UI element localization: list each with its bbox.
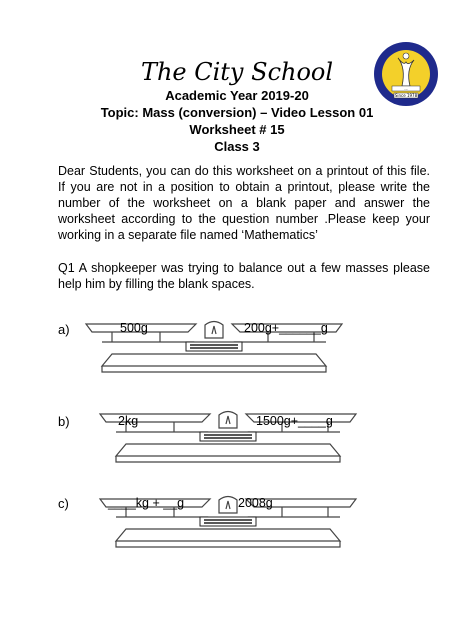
worksheet-number: Worksheet # 15 [189, 122, 285, 137]
logo-motto: ... [404, 87, 408, 91]
item-a-label: a) [58, 322, 70, 337]
pointer-housing [219, 497, 237, 514]
balance-base [116, 444, 340, 456]
item-b-label: b) [58, 414, 70, 429]
intro-paragraph: Dear Students, you can do this worksheet on a printout of this file. If you are not in a position to obtain a printout, please write the number of the worksheet on a blank paper and answer the worksheet according to the question number .Please keep your working in a separate file named ‘Mathematics’ [58, 164, 430, 242]
pointer-housing [219, 412, 237, 429]
item-c-label: c) [58, 496, 69, 511]
logo-flame-icon [403, 53, 409, 59]
item-b-left-mass: 2kg [118, 414, 139, 428]
academic-year: Academic Year 2019-20 [165, 88, 309, 103]
item-c-right-mass: 2008g [238, 496, 273, 510]
school-logo [372, 40, 440, 108]
item-a-left-mass: 500g [120, 321, 148, 335]
question-text: Q1 A shopkeeper was trying to balance out a few masses please help him by filling the blank spaces. [58, 261, 430, 291]
class-label: Class 3 [214, 139, 260, 154]
item-c-left-mass: ____kg + __g [108, 496, 185, 510]
left-pan [100, 414, 210, 422]
logo-since: Since 1978 [394, 93, 418, 98]
pointer-housing [205, 322, 223, 339]
topic: Topic: Mass (conversion) – Video Lesson 01 [100, 105, 374, 120]
item-b-right-mass: 1500g+____g [256, 414, 333, 428]
item-a-right-mass: 200g+______g [244, 321, 328, 335]
balance-base [116, 529, 340, 541]
balance-base [102, 354, 326, 366]
school-name: The City School [140, 58, 334, 86]
